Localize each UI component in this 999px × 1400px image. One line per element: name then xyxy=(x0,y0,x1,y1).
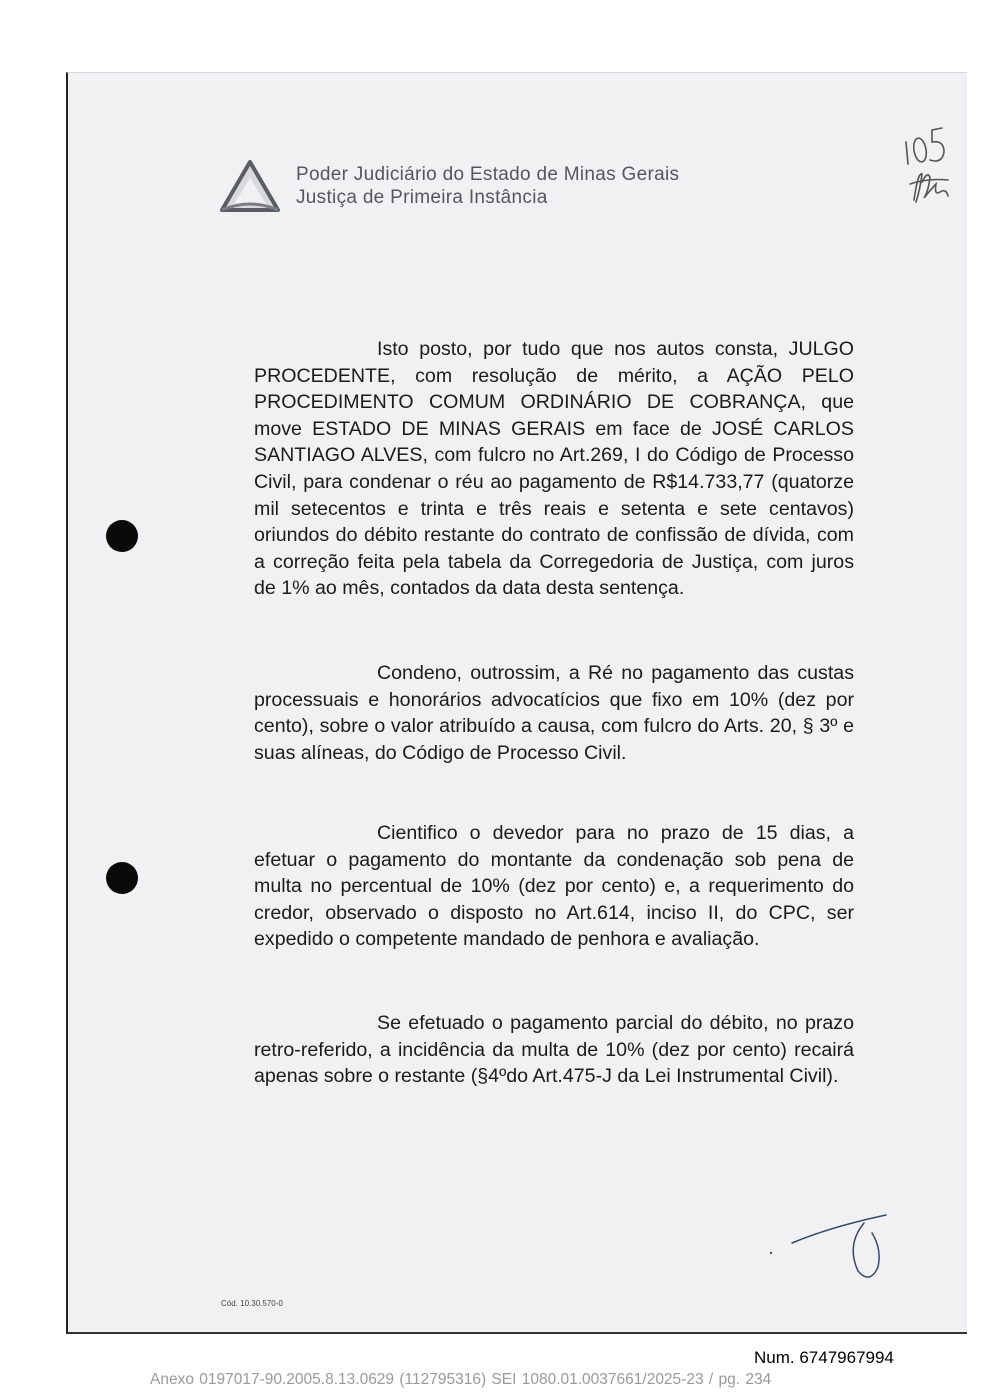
judiciary-logo xyxy=(220,160,280,214)
form-code: Cód. 10.30.570-0 xyxy=(221,1299,283,1308)
ruling-paragraph: Isto posto, por tudo que nos autos consta, JULGO PROCEDENTE, com resolução de mérito, a AÇÃO PELO PROCEDIMENTO COMUM ORDINÁRIO DE COBRANÇA, que move ESTADO DE MINAS GERAIS em face de JOSÉ CARLOS SANTIAGO ALVES, com fulcro no Art.269, I do Código de Processo Civil, para condenar o réu ao pagamento de R$14.733,77 (quatorze mil setecentos e trinta e três reais e setenta e sete centavos) oriundos do débito restante do contrato de confissão de dívida, com a correção feita pela tabela da Corregedoria de Justiça, com juros de 1% ao mês, contados da data desta sentença. xyxy=(254,338,854,600)
document-reference: Anexo 0197017-90.2005.8.13.0629 (112795316) SEI 1080.01.0037661/2025-23 / pg. 234 xyxy=(150,1371,772,1388)
court-name: Poder Judiciário do Estado de Minas Gerais xyxy=(296,164,680,185)
costs-paragraph: Condeno, outrossim, a Ré no pagamento das custas processuais e honorários advocatícios que fixo em 10% (dez por cento), sobre o valor atribuído a causa, com fulcro do Arts. 20, § 3º e suas alíneas, do Código de Processo Civil. xyxy=(254,662,854,764)
handwritten-page-number xyxy=(892,112,962,207)
punch-hole xyxy=(106,862,138,894)
document-number: Num. 6747967994 xyxy=(754,1348,894,1367)
partial-payment-paragraph: Se efetuado o pagamento parcial do débito, no prazo retro-referido, a incidência da multa de 10% (dez por cento) recairá apenas sobre o restante (§4ºdo Art.475-J da Lei Instrumental Civil). xyxy=(254,1012,854,1088)
punch-hole xyxy=(106,520,138,552)
payment-notice-paragraph: Cientifico o devedor para no prazo de 15 dias, a efetuar o pagamento do montante da condenação sob pena de multa no percentual de 10% (dez por cento) e, a requerimento do credor, observado o disposto no Art.614, inciso II, do CPC, ser expedido o competente mandado de penhora e avaliação. xyxy=(254,822,854,951)
court-instance: Justiça de Primeira Instância xyxy=(296,187,548,208)
handwritten-signature xyxy=(760,1205,890,1290)
